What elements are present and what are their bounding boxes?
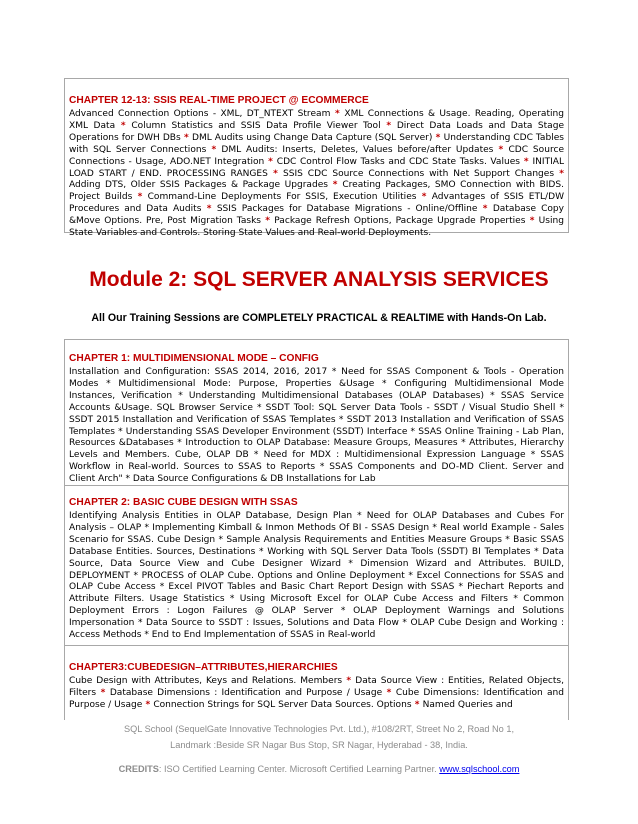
topic-item: CDC Control Flow Tasks and CDC State Tasks. Values	[276, 156, 520, 167]
separator-star: *	[267, 168, 283, 179]
separator-star: *	[477, 204, 493, 215]
chapter-3-title: CHAPTER3:CUBEDESIGN–ATTRIBUTES,HIERARCHIES	[69, 662, 338, 673]
separator-star: *	[180, 132, 192, 143]
topic-item: Database Dimensions : Identification and Purpose / Usage	[109, 687, 383, 698]
separator-star: *	[96, 687, 110, 698]
module-title: Module 2: SQL SERVER ANALYSIS SERVICES	[89, 268, 549, 291]
credits-label: CREDITS	[118, 764, 159, 774]
chapter-2-section	[64, 485, 569, 645]
separator-star: *	[132, 192, 148, 203]
chapter-12-13-body	[69, 109, 564, 240]
topic-item: Cube Dimensions: Identification and Purpose / Usage	[69, 687, 564, 710]
separator-star: *	[432, 132, 444, 143]
topic-item: SSIS Packages for Database Migrations - Online/Offline	[216, 204, 478, 215]
footer-credits	[0, 764, 638, 774]
topic-item: Creating Packages, SMO Connection with BIDS. Project Builds	[69, 180, 565, 203]
footer-address-line-1: SQL School (SequelGate Innovative Technologies Pvt. Ltd.), #108/2RT, Street No 2, Road No 1,	[123, 724, 515, 734]
topic-item: CDC Source Connections - Usage, ADO.NET Integration	[69, 144, 565, 167]
topic-item: Advanced Connection Options - XML, DT_NTEXT Stream	[69, 109, 331, 119]
separator-star: *	[264, 156, 277, 167]
topic-item: Named Queries and	[422, 699, 513, 710]
chapter-12-13-title: CHAPTER 12-13: SSIS REAL-TIME PROJECT @ ECOMMERCE	[69, 95, 369, 106]
separator-star: *	[416, 192, 432, 203]
separator-star: *	[330, 109, 345, 119]
separator-star: *	[554, 168, 564, 179]
separator-star: *	[525, 216, 539, 227]
topic-item: SSIS CDC Source Connections with Net Support Changes	[283, 168, 555, 179]
topic-item: DML Audits using Change Data Capture (SQL Server)	[191, 132, 433, 143]
topic-item: Package Refresh Options, Package Upgrade Properties	[274, 216, 526, 227]
chapter-1-title: CHAPTER 1: MULTIDIMENSIONAL MODE – CONFIG	[69, 353, 319, 364]
module-subtitle: All Our Training Sessions are COMPLETELY PRACTICAL & REALTIME with Hands-On Lab.	[91, 312, 547, 324]
topic-item: Adding DTS, Older SSIS Packages & Package Upgrades	[69, 180, 328, 191]
topic-item: Database Copy &Move Options. Pre, Post Migration Tasks	[69, 204, 565, 227]
separator-star: *	[380, 120, 397, 131]
topic-item: Cube Design with Attributes, Keys and Relations. Members	[69, 676, 343, 686]
separator-star: *	[342, 676, 356, 686]
chapter-1-body: Installation and Configuration: SSAS 2014, 2016, 2017 * Need for SSAS Component & Tools - Operation Modes * Multidimensional Mode: Purpose, Properties &Usage * Configuring Multidimensional Mode Instances, Verification * Understanding Multidimensional Databases (OLAP Databases) * SSAS Service Accounts &Usage. SQL Browser Service * SSDT Tool: SQL Server Data Tools - SSDT / Visual Studio Shell * SSDT 2015 Installation and Verification of SSAS Templates * SSDT 2013 Installation and Verification of SSAS Templates * Understanding SSAS Developer Environment (SSDT) Interface * SSAS Online Training - Lab Plan, Resources &Databases * Introduction to OLAP Database: Measure Groups, Measures * Attributes, Hierarchy Levels and Members. Cube, OLAP DB * Need for MDX : Multidimensional Expression Language * SSAS Workflow in Real-world. Sources to SSAS to Reports * SSAS Components and DO-MD Client. Server and Client Arch" * Data Source Configurations & DB Installations for Lab	[69, 367, 564, 485]
topic-item: Understanding CDC Tables with SQL Server Connections	[69, 132, 564, 155]
topic-item: Connection Strings for SQL Server Data Sources. Options	[153, 699, 412, 710]
separator-star: *	[520, 156, 533, 167]
chapter-3-section	[64, 645, 569, 720]
topic-item: Command-Line Deployments For SSIS, Execution Utilities	[147, 192, 417, 203]
chapter-12-13-section	[64, 78, 569, 239]
chapter-1-section	[64, 339, 569, 485]
chapter-2-body: Identifying Analysis Entities in OLAP Database, Design Plan * Need for OLAP Databases and Cubes For Analysis – OLAP * Implementing Kimball & Inmon Methods Of BI - SSAS Design * Real world Example - Sales Scenario for SSAS. Cube Design * Sample Analysis Requirements and Entities Measure Groups * Basic SSAS Database Entities. Sources, Destinations * Working with SQL Server Data Tools (SSDT) BI Templates * Data Source, Data Source View and Cube Designer Wizard * Dimension Wizard and Attributes. BUILD, DEPLOYMENT * PROCESS of OLAP Cube. Options and Online Deployment * Excel Connections for SSAS and OLAP Cube Access * Excel PIVOT Tables and Basic Chart Report Design with SSAS * Piechart Reports and Attribute Filters. Usage Statistics * Using Microsoft Excel for OLAP Cube Access and Filters * Common Deployment Errors : Logon Failures @ OLAP Server * OLAP Deployment Warnings and Solutions Impersonation * Data Source to SSDT : Issues, Solutions and Data Flow * OLAP Cube Design and Working : Access Methods * End to End Implementation of SSAS in Real-world	[69, 511, 564, 641]
footer-address-line-2: Landmark :Beside SR Nagar Bus Stop, SR Nagar, Hyderabad - 38, India.	[170, 740, 468, 750]
chapter-3-body	[69, 676, 564, 712]
credits-text: : ISO Certified Learning Center. Microsoft Certified Learning Partner.	[158, 764, 437, 774]
chapter-2-title: CHAPTER 2: BASIC CUBE DESIGN WITH SSAS	[69, 497, 298, 508]
separator-star: *	[493, 144, 509, 155]
separator-star: *	[142, 699, 154, 710]
topic-item: Column Statistics and SSIS Data Profile Viewer Tool	[131, 120, 381, 131]
topic-item: INITIAL LOAD START / END. PROCESSING RANGES	[69, 156, 565, 179]
topic-item: Advantages of SSIS ETL/DW Procedures and Data Audits	[69, 192, 565, 215]
topic-item: Using State Variables and Controls. Storing State Values and Real-world Deployments.	[69, 216, 564, 239]
topic-item: Data Source View : Entities, Related Objects, Filters	[69, 676, 565, 698]
topic-item: DML Audits: Inserts, Deletes, Values before/after Updates	[221, 144, 494, 155]
separator-star: *	[261, 216, 275, 227]
separator-star: *	[327, 180, 343, 191]
separator-star: *	[206, 144, 222, 155]
website-link[interactable]: www.sqlschool.com	[439, 764, 520, 774]
separator-star: *	[382, 687, 396, 698]
separator-star: *	[411, 699, 423, 710]
separator-star: *	[201, 204, 217, 215]
topic-item: Direct Data Loads and Data Stage Operations for DWH DBs	[69, 120, 565, 143]
separator-star: *	[115, 120, 132, 131]
topic-item: XML Connections & Usage. Reading, Operating XML Data	[69, 109, 565, 131]
